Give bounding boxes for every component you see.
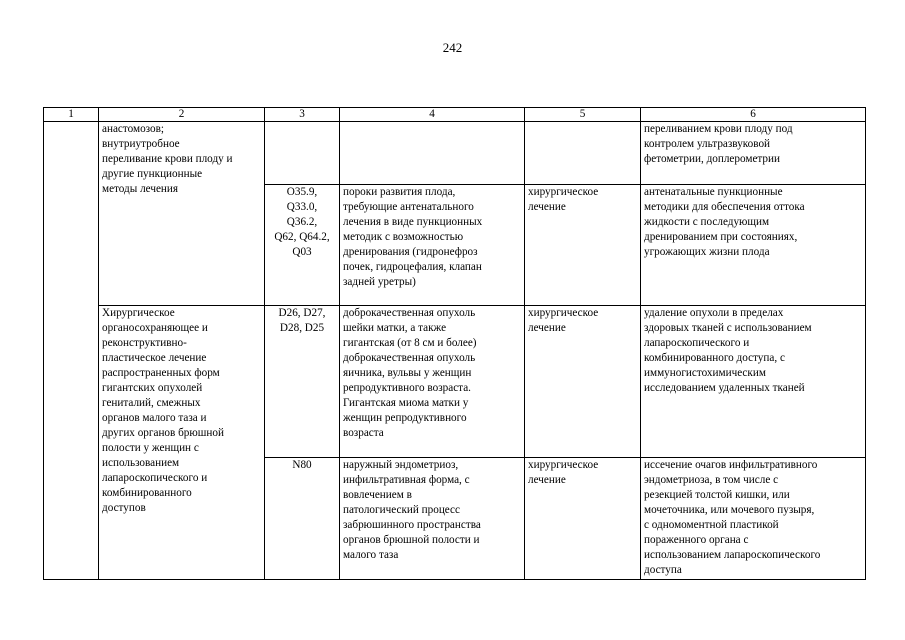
table-row bbox=[44, 122, 866, 185]
treatment-method-cell: иссечение очагов инфильтративного эндометриоза, в том числе с резекцией толстой кишки, или мочеточника, или мочевого пузыря, с одномоментной пластикой пораженного органа с использованием лапароскопического доступа bbox=[641, 458, 866, 580]
procedures-table bbox=[43, 107, 866, 580]
method-cell: Хирургическое органосохраняющее и реконструктивно- пластическое лечение распространенных форм гигантских опухолей гениталий, смежных органов малого таза и других органов брюшной полости у женщин с использованием лапароскопического и комбинированного доступов bbox=[99, 306, 265, 580]
icd-code-cell: N80 bbox=[265, 458, 340, 580]
diagnosis-cell: доброкачественная опухоль шейки матки, а также гигантская (от 8 см и более) доброкачественная опухоль яичника, вульвы у женщин репродуктивного возраста. Гигантская миома матки у женщин репродуктивного возраста bbox=[340, 306, 525, 458]
treatment-type-cell: хирургическое лечение bbox=[525, 458, 641, 580]
row-number-cell bbox=[44, 122, 99, 580]
icd-code-cell: O35.9, Q33.0, Q36.2, Q62, Q64.2, Q03 bbox=[265, 185, 340, 306]
table-row bbox=[44, 306, 866, 458]
header-cell-6: 6 bbox=[641, 108, 866, 122]
treatment-method-cell: удаление опухоли в пределах здоровых тканей с использованием лапароскопического и комбинированного доступа, с иммуногистохимическим исследованием удаленных тканей bbox=[641, 306, 866, 458]
page-number: 242 bbox=[442, 40, 463, 55]
header-cell-3: 3 bbox=[265, 108, 340, 122]
treatment-method-cell: антенатальные пункционные методики для обеспечения оттока жидкости с последующим дренированием при состояниях, угрожающих жизни плода bbox=[641, 185, 866, 306]
method-cell: анастомозов; внутриутробное переливание крови плоду и другие пункционные методы лечения bbox=[99, 122, 265, 306]
header-cell-2: 2 bbox=[99, 108, 265, 122]
header-cell-5: 5 bbox=[525, 108, 641, 122]
icd-code-cell bbox=[265, 122, 340, 185]
treatment-type-cell: хирургическое лечение bbox=[525, 185, 641, 306]
icd-code-cell: D26, D27, D28, D25 bbox=[265, 306, 340, 458]
header-cell-4: 4 bbox=[340, 108, 525, 122]
diagnosis-cell: наружный эндометриоз, инфильтративная форма, с вовлечением в патологический процесс забрюшинного пространства органов брюшной полости и малого таза bbox=[340, 458, 525, 580]
header-cell-1: 1 bbox=[44, 108, 99, 122]
diagnosis-cell bbox=[340, 122, 525, 185]
header-row bbox=[44, 108, 866, 122]
treatment-method-cell: переливанием крови плоду под контролем ультразвуковой фетометрии, доплерометрии bbox=[641, 122, 866, 185]
treatment-type-cell: хирургическое лечение bbox=[525, 306, 641, 458]
diagnosis-cell: пороки развития плода, требующие антенатального лечения в виде пункционных методик с возможностью дренирования (гидронефроз почек, гидроцефалия, клапан задней уретры) bbox=[340, 185, 525, 306]
treatment-type-cell bbox=[525, 122, 641, 185]
